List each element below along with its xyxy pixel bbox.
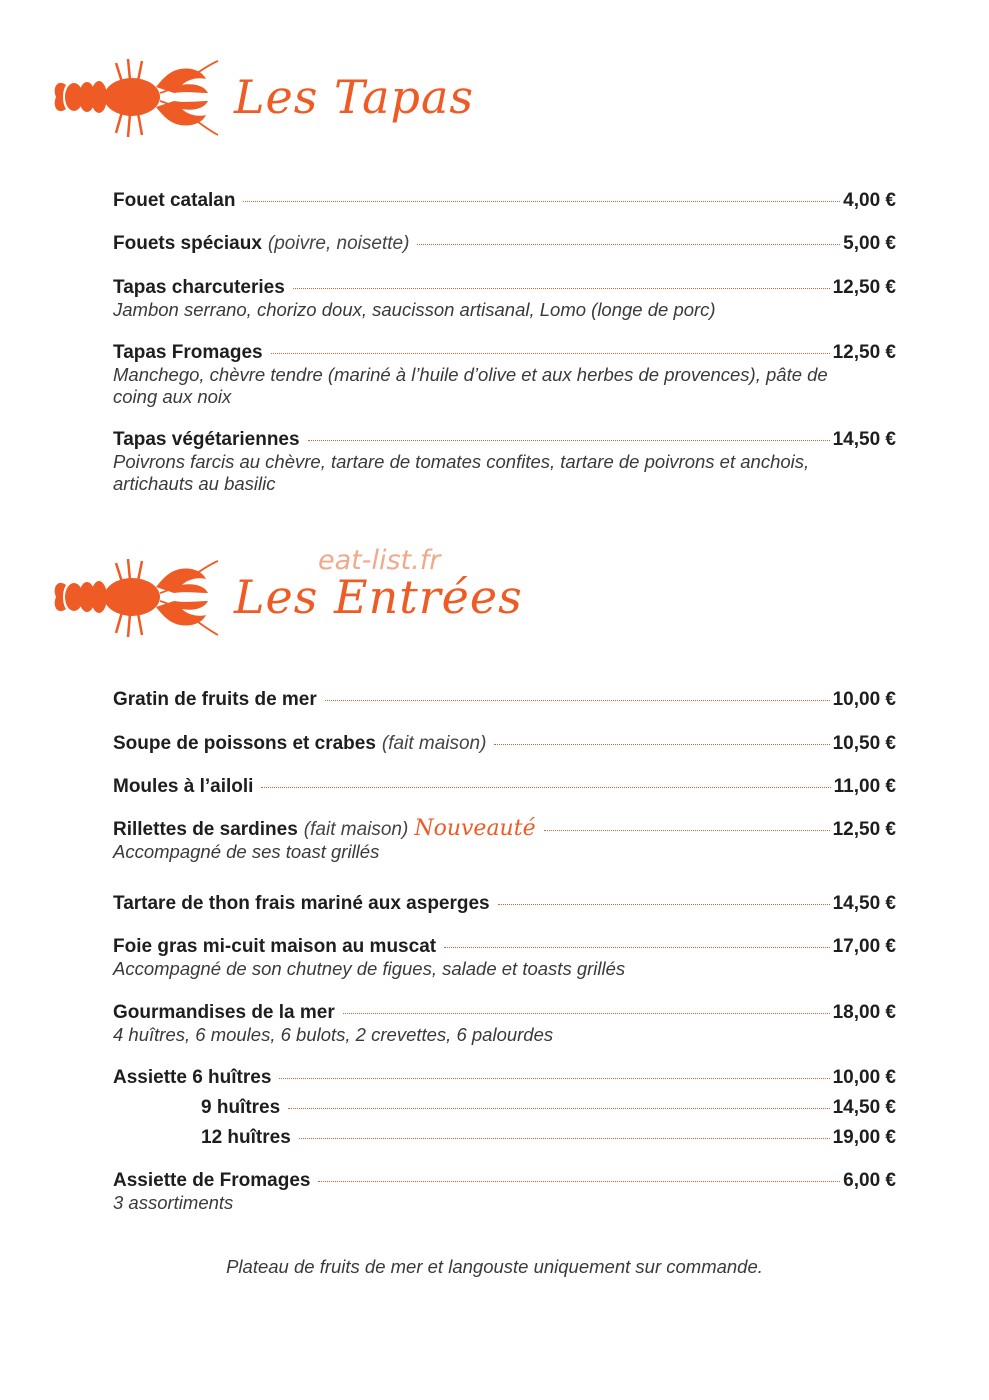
menu-item	[201, 1127, 896, 1149]
item-name: Tapas végétariennes	[113, 429, 300, 450]
item-price: 10,00 €	[832, 1067, 896, 1088]
item-name: Fouet catalan	[113, 190, 236, 211]
dotted-leader	[343, 1013, 830, 1014]
footer-note: Plateau de fruits de mer et langouste uniquement sur commande.	[226, 1256, 763, 1277]
item-name: 12 huîtres	[201, 1127, 291, 1148]
menu-item	[113, 429, 896, 495]
item-price: 12,50 €	[832, 342, 896, 363]
item-name: 9 huîtres	[201, 1097, 281, 1118]
menu-item	[113, 1002, 896, 1046]
item-description: 3 assortiments	[113, 1192, 234, 1213]
menu-item	[113, 233, 896, 255]
menu-item	[113, 733, 896, 755]
item-price: 10,50 €	[832, 733, 896, 754]
item-name: Foie gras mi-cuit maison au muscat	[113, 936, 437, 957]
item-price: 17,00 €	[832, 936, 896, 957]
item-note: (poivre, noisette)	[267, 233, 410, 254]
item-description: 4 huîtres, 6 moules, 6 bulots, 2 crevettes, 6 palourdes	[113, 1024, 554, 1045]
item-name: Tartare de thon frais mariné aux asperges	[113, 893, 490, 914]
lobster-icon	[52, 552, 222, 652]
item-description: Manchego, chèvre tendre (mariné à l’huile d’olive et aux herbes de provences), pâte de coing aux noix	[113, 364, 828, 407]
item-note: (fait maison)	[381, 733, 487, 754]
item-name: Moules à l’ailoli	[113, 776, 254, 797]
section-header-entrees	[52, 552, 552, 662]
item-description: Accompagné de ses toast grillés	[113, 841, 380, 862]
menu-item	[113, 342, 896, 408]
dotted-leader	[299, 1138, 830, 1139]
item-price: 12,50 €	[832, 277, 896, 298]
item-note: (fait maison)	[303, 819, 409, 840]
menu-item	[113, 936, 896, 980]
dotted-leader	[417, 244, 840, 245]
item-name: Assiette 6 huîtres	[113, 1067, 272, 1088]
item-price: 14,50 €	[832, 1097, 896, 1118]
item-name: Assiette de Fromages	[113, 1170, 311, 1191]
dotted-leader	[261, 787, 830, 788]
item-description: Jambon serrano, chorizo doux, saucisson artisanal, Lomo (longe de porc)	[113, 299, 716, 320]
dotted-leader	[293, 288, 830, 289]
item-name: Tapas charcuteries	[113, 277, 285, 298]
menu-item	[113, 190, 896, 212]
dotted-leader	[308, 440, 830, 441]
menu-item	[113, 893, 896, 915]
item-price: 4,00 €	[843, 190, 896, 211]
dotted-leader	[494, 744, 829, 745]
item-name: Fouets spéciaux	[113, 233, 262, 254]
item-price: 18,00 €	[832, 1002, 896, 1023]
item-price: 6,00 €	[843, 1170, 896, 1191]
dotted-leader	[325, 700, 830, 701]
item-description: Poivrons farcis au chèvre, tartare de tomates confites, tartare de poivrons et anchois, artichauts au basilic	[113, 451, 810, 494]
item-name: Gourmandises de la mer	[113, 1002, 335, 1023]
item-name: Rillettes de sardines	[113, 819, 298, 840]
section-title: Les Entrées	[234, 570, 523, 624]
dotted-leader	[498, 904, 830, 905]
dotted-leader	[444, 947, 830, 948]
item-price: 10,00 €	[832, 689, 896, 710]
menu-item	[113, 776, 896, 798]
dotted-leader	[318, 1181, 840, 1182]
dotted-leader	[243, 201, 840, 202]
item-name: Soupe de poissons et crabes	[113, 733, 376, 754]
item-price: 14,50 €	[832, 429, 896, 450]
item-price: 11,00 €	[833, 776, 896, 797]
dotted-leader	[279, 1078, 829, 1079]
dotted-leader	[544, 830, 830, 831]
item-price: 5,00 €	[843, 233, 896, 254]
menu-item	[113, 1067, 896, 1089]
dotted-leader	[271, 353, 830, 354]
item-name: Tapas Fromages	[113, 342, 263, 363]
menu-item	[201, 1097, 896, 1119]
menu-item	[113, 689, 896, 711]
dotted-leader	[288, 1108, 829, 1109]
watermark: eat-list.fr	[318, 545, 441, 576]
menu-item	[113, 277, 896, 321]
menu-item	[113, 1170, 896, 1214]
item-description: Accompagné de son chutney de figues, salade et toasts grillés	[113, 958, 626, 979]
item-price: 14,50 €	[832, 893, 896, 914]
item-price: 12,50 €	[832, 819, 896, 840]
section-header-tapas	[52, 52, 552, 162]
item-price: 19,00 €	[832, 1127, 896, 1148]
section-title: Les Tapas	[234, 70, 475, 124]
new-badge: Nouveauté	[414, 816, 536, 841]
item-name: Gratin de fruits de mer	[113, 689, 317, 710]
lobster-icon	[52, 52, 222, 152]
menu-item	[113, 818, 896, 863]
